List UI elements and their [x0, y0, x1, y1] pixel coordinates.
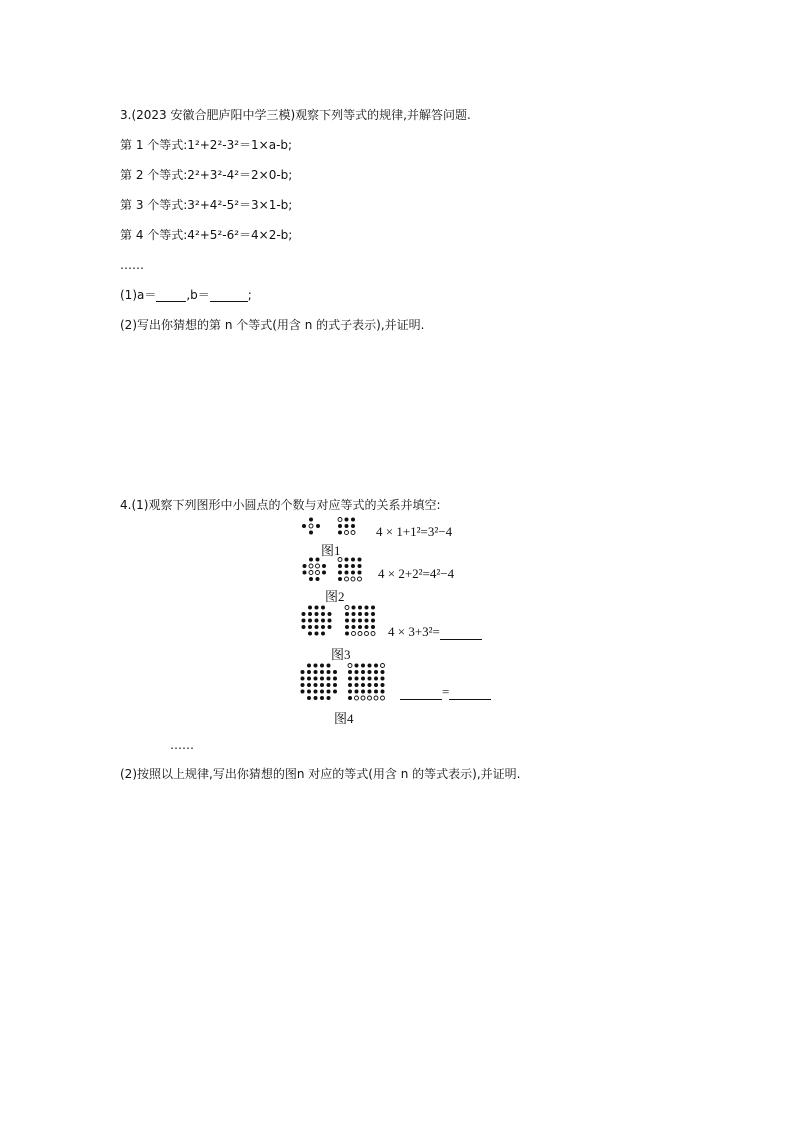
figure-3-cross	[302, 606, 332, 636]
figure-3-caption: 图3	[331, 647, 351, 662]
q3-equation-3: 第 3 个等式:3²+4²-5²＝3×1-b;	[120, 198, 293, 212]
q4-title: 4.(1)观察下列图形中小圆点的个数与对应等式的关系并填空:	[120, 498, 441, 512]
figure-4-equals: =	[442, 684, 450, 699]
figure-4-caption: 图4	[334, 711, 354, 726]
figure-2-dots	[300, 556, 370, 586]
q3-part1-suffix: ;	[247, 288, 252, 302]
figure-4-equation	[400, 684, 491, 700]
q3-equation-2: 第 2 个等式:2²+3²-4²＝2×0-b;	[120, 168, 293, 182]
figure-4-cross	[301, 664, 338, 701]
figure-1-equation: 4 × 1+1²=3²−4	[376, 524, 453, 539]
q3-part1-mid: ,b＝	[186, 288, 210, 302]
q3-part1	[120, 288, 252, 302]
q3-part2: (2)写出你猜想的第 n 个等式(用含 n 的式子表示),并证明.	[120, 318, 425, 332]
figure-3-answer-blank[interactable]	[440, 627, 482, 640]
figure-3-equation-prefix: 4 × 3+3²=	[388, 624, 440, 639]
q3-equation-4: 第 4 个等式:4²+5²-6²＝4×2-b;	[120, 228, 293, 242]
figure-4-right-blank[interactable]	[449, 687, 491, 700]
figure-2-caption: 图2	[325, 589, 345, 604]
figure-1-caption: 图1	[321, 543, 341, 558]
answer-blank-b[interactable]	[210, 289, 248, 302]
figure-1-cross	[302, 518, 320, 535]
figure-3-dots	[300, 604, 380, 640]
q3-equation-1: 第 1 个等式:1²+2²-3²＝1×a-b;	[120, 138, 293, 152]
figure-2-cross	[303, 558, 327, 582]
figure-4-dots	[299, 662, 391, 704]
figure-3-square	[345, 606, 375, 636]
q3-title: 3.(2023 安徽合肥庐阳中学三模)观察下列等式的规律,并解答问题.	[120, 108, 471, 122]
q3-part1-prefix: (1)a＝	[120, 288, 157, 302]
figure-4-square	[348, 664, 385, 701]
q4-part2: (2)按照以上规律,写出你猜想的图n 对应的等式(用含 n 的等式表示),并证明.	[120, 767, 521, 781]
q3-ellipsis: ……	[120, 258, 144, 272]
figure-3-equation	[388, 624, 482, 640]
answer-blank-a[interactable]	[156, 289, 186, 302]
q4-ellipsis: ……	[170, 738, 194, 752]
figure-2-equation: 4 × 2+2²=4²−4	[378, 566, 455, 581]
figure-1-dots	[300, 516, 360, 540]
figure-1-square	[338, 518, 355, 535]
figure-2-square	[338, 558, 362, 582]
figure-4-left-blank[interactable]	[400, 687, 442, 700]
